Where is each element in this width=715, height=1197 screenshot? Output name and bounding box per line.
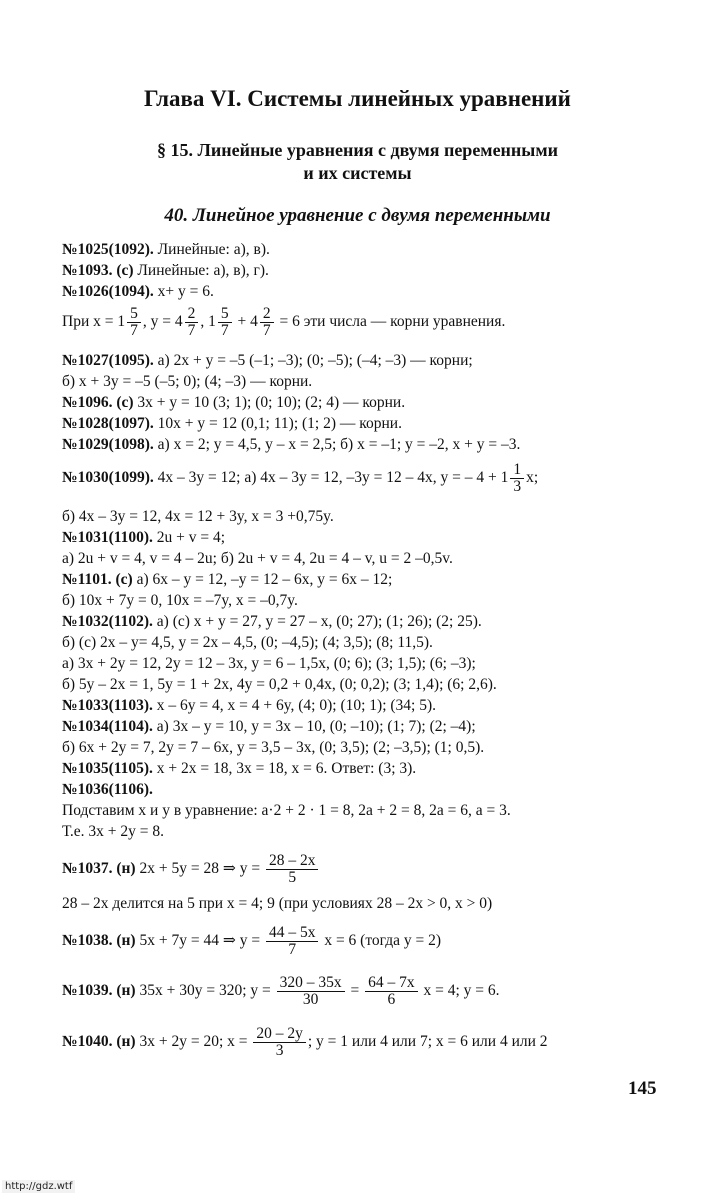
fraction-denominator: 7	[288, 941, 297, 958]
fraction-numerator: 64 – 7x	[365, 975, 418, 992]
exercise-text: а) x = 2; y = 4,5, y – x = 2,5; б) x = –1; y = –2, x + y = –3.	[153, 436, 521, 453]
exercise-number: №1093. (с)	[62, 262, 134, 279]
text-fragment: , y = 4	[142, 313, 183, 331]
exercise-text: б) 6x + 2y = 7, 2y = 7 – 6x, y = 3,5 – 3x, (0; 3,5); (2; –3,5); (1; 0,5).	[62, 739, 485, 756]
exercise-number: №1040. (н)	[62, 1033, 136, 1051]
exercise-text: а) 3x – y = 10, y = 3x – 10, (0; –10); (1; 7); (2; –4);	[152, 718, 476, 735]
exercise-line	[62, 507, 334, 527]
exercise-text: x+ y = 6.	[153, 283, 214, 300]
chapter-title: Глава VI. Системы линейных уравнений	[144, 86, 571, 111]
exercise-text: 4x – 3y = 12; а) 4x – 3y = 12, –3y = 12 – 4x, y = – 4 + 1	[153, 469, 509, 487]
text-fragment: , 1	[200, 313, 216, 331]
exercise-text: 35x + 30y = 320; y =	[135, 982, 275, 1000]
exercise-line-fractions	[62, 462, 538, 495]
exercise-text: 28 – 2x делится на 5 при x = 4; 9 (при условиях 28 – 2x > 0, x > 0)	[62, 895, 493, 912]
fraction-denominator: 7	[187, 322, 196, 339]
exercise-line	[62, 738, 484, 758]
exercise-line	[62, 435, 520, 455]
exercise-line	[62, 822, 164, 842]
exercise-line	[62, 414, 402, 434]
exercise-number: №1025(1092).	[62, 241, 154, 258]
fraction-denominator: 7	[262, 322, 271, 339]
exercise-line	[62, 696, 436, 716]
exercise-line	[62, 240, 270, 260]
exercise-line	[62, 633, 433, 653]
exercise-text: а) (с) x + y = 27, y = 27 – x, (0; 27); (1; 26); (2; 25).	[152, 613, 482, 630]
text-fragment: + 4	[233, 313, 258, 331]
exercise-line	[62, 894, 492, 914]
text-fragment: =	[346, 982, 364, 1000]
text-fragment: x = 4; y = 6.	[419, 982, 500, 1000]
exercise-text: Подставим x и y в уравнение: a·2 + 2 · 1 = 8, 2a + 2 = 8, 2a = 6, a = 3.	[62, 802, 511, 819]
exercise-line-fractions	[62, 925, 441, 958]
exercise-line	[62, 282, 214, 302]
fraction	[127, 306, 141, 339]
exercise-number: №1031(1100).	[62, 529, 153, 546]
fraction	[266, 853, 319, 886]
fraction-numerator: 5	[218, 306, 232, 323]
exercise-text: 5x + 7y = 44 ⇒ y =	[135, 932, 264, 950]
exercise-number: №1037. (н)	[62, 860, 136, 878]
fraction	[253, 1026, 306, 1059]
text-fragment: ; y = 1 или 4 или 7; x = 6 или 4 или 2	[307, 1033, 548, 1051]
exercise-line	[62, 717, 476, 737]
exercise-number: №1036(1106).	[62, 781, 153, 798]
fraction-denominator: 3	[513, 478, 522, 495]
fraction-numerator: 44 – 5x	[266, 925, 319, 942]
fraction-numerator: 320 – 35x	[277, 975, 345, 992]
exercise-number: №1101. (с)	[62, 571, 133, 588]
exercise-line	[62, 549, 453, 569]
exercise-text: б) x + 3y = –5 (–5; 0); (4; –3) — корни.	[62, 373, 313, 390]
exercise-text: 10x + y = 12 (0,1; 11); (1; 2) — корни.	[153, 415, 402, 432]
exercise-line	[62, 801, 511, 821]
exercise-number: №1029(1098).	[62, 436, 154, 453]
fraction-denominator: 30	[302, 991, 319, 1008]
exercise-text: б) 4x – 3y = 12, 4x = 12 + 3y, x = 3 +0,75y.	[62, 508, 334, 525]
fraction-numerator: 28 – 2x	[266, 853, 319, 870]
exercise-text: 2x + 5y = 28 ⇒ y =	[135, 860, 264, 878]
fraction-numerator: 2	[185, 306, 199, 323]
exercise-line-fractions	[62, 306, 505, 339]
exercise-text: б) (с) 2x – y= 4,5, y = 2x – 4,5, (0; –4,5); (4; 3,5); (8; 11,5).	[62, 634, 433, 651]
exercise-number: №1096. (с)	[62, 394, 134, 411]
section-title-continued: и их системы	[303, 163, 412, 183]
fraction-denominator: 5	[288, 869, 297, 886]
exercise-text: Т.е. 3x + 2y = 8.	[62, 823, 165, 840]
exercise-line	[62, 591, 298, 611]
text-fragment: При x = 1	[62, 313, 126, 331]
fraction-denominator: 3	[275, 1042, 284, 1059]
exercise-line	[62, 351, 473, 371]
exercise-text: а) 6x – y = 12, –y = 12 – 6x, y = 6x – 12;	[132, 571, 393, 588]
exercise-text: x + 2x = 18, 3x = 18, x = 6. Ответ: (3; 3).	[152, 760, 417, 777]
exercise-text: а) 3x + 2y = 12, 2y = 12 – 3x, y = 6 – 1,5x, (0; 6); (3; 1,5); (6; –3);	[62, 655, 476, 672]
page-number: 145	[628, 1078, 657, 1099]
exercise-number: №1027(1095).	[62, 352, 154, 369]
exercise-number: №1035(1105).	[62, 760, 153, 777]
exercise-line	[62, 528, 225, 548]
exercise-number: №1032(1102).	[62, 613, 153, 630]
exercise-text: x – 6y = 4, x = 4 + 6y, (4; 0); (10; 1); (34; 5).	[152, 697, 437, 714]
exercise-text: Линейные: а), в), г).	[133, 262, 269, 279]
exercise-line	[62, 372, 312, 392]
exercise-number: №1030(1099).	[62, 469, 154, 487]
text-fragment: x = 6 (тогда y = 2)	[320, 932, 442, 950]
fraction	[260, 306, 274, 339]
text-fragment: x;	[526, 469, 539, 487]
fraction-numerator: 2	[260, 306, 274, 323]
watermark-url: http://gdz.wtf	[2, 1180, 75, 1193]
exercise-number: №1039. (н)	[62, 982, 136, 1000]
fraction-denominator: 6	[387, 991, 396, 1008]
exercise-number: №1038. (н)	[62, 932, 136, 950]
exercise-line	[62, 261, 269, 281]
exercise-line	[62, 675, 497, 695]
exercise-text: Линейные: а), в).	[153, 241, 270, 258]
fraction	[510, 462, 524, 495]
exercise-text: 2u + v = 4;	[152, 529, 226, 546]
exercise-text: 3x + 2y = 20; x =	[135, 1033, 252, 1051]
exercise-number: №1028(1097).	[62, 415, 154, 432]
exercise-text: а) 2x + y = –5 (–1; –3); (0; –5); (–4; –3) — корни;	[153, 352, 473, 369]
exercise-text: б) 10x + 7y = 0, 10x = –7y, x = –0,7y.	[62, 592, 298, 609]
fraction	[218, 306, 232, 339]
exercise-number: №1026(1094).	[62, 283, 154, 300]
fraction-numerator: 20 – 2y	[253, 1026, 306, 1043]
exercise-number: №1033(1103).	[62, 697, 153, 714]
subsection-title: 40. Линейное уравнение с двумя переменными	[164, 205, 551, 226]
fraction-numerator: 5	[127, 306, 141, 323]
exercise-line	[62, 612, 482, 632]
exercise-line-fractions	[62, 853, 320, 886]
text-fragment: = 6 эти числа — корни уравнения.	[275, 313, 506, 331]
fraction-denominator: 7	[130, 322, 138, 339]
exercise-line	[62, 393, 405, 413]
fraction	[266, 925, 319, 958]
exercise-line	[62, 759, 416, 779]
exercise-text: а) 2u + v = 4, v = 4 – 2u; б) 2u + v = 4, 2u = 4 – v, u = 2 –0,5v.	[62, 550, 453, 567]
fraction-denominator: 7	[220, 322, 229, 339]
exercise-line	[62, 570, 392, 590]
exercise-line-fractions	[62, 1026, 548, 1059]
exercise-text: б) 5y – 2x = 1, 5y = 1 + 2x, 4y = 0,2 + 0,4x, (0; 0,2); (3; 1,4); (6; 2,6).	[62, 676, 497, 693]
fraction	[277, 975, 345, 1008]
fraction	[365, 975, 418, 1008]
exercise-line	[62, 780, 153, 800]
exercise-line	[62, 654, 476, 674]
fraction-numerator: 1	[510, 462, 524, 479]
exercise-line-fractions	[62, 975, 500, 1008]
fraction	[185, 306, 199, 339]
exercise-number: №1034(1104).	[62, 718, 153, 735]
exercise-text: 3x + y = 10 (3; 1); (0; 10); (2; 4) — корни.	[133, 394, 406, 411]
section-title: § 15. Линейные уравнения с двумя переменными	[156, 140, 558, 160]
